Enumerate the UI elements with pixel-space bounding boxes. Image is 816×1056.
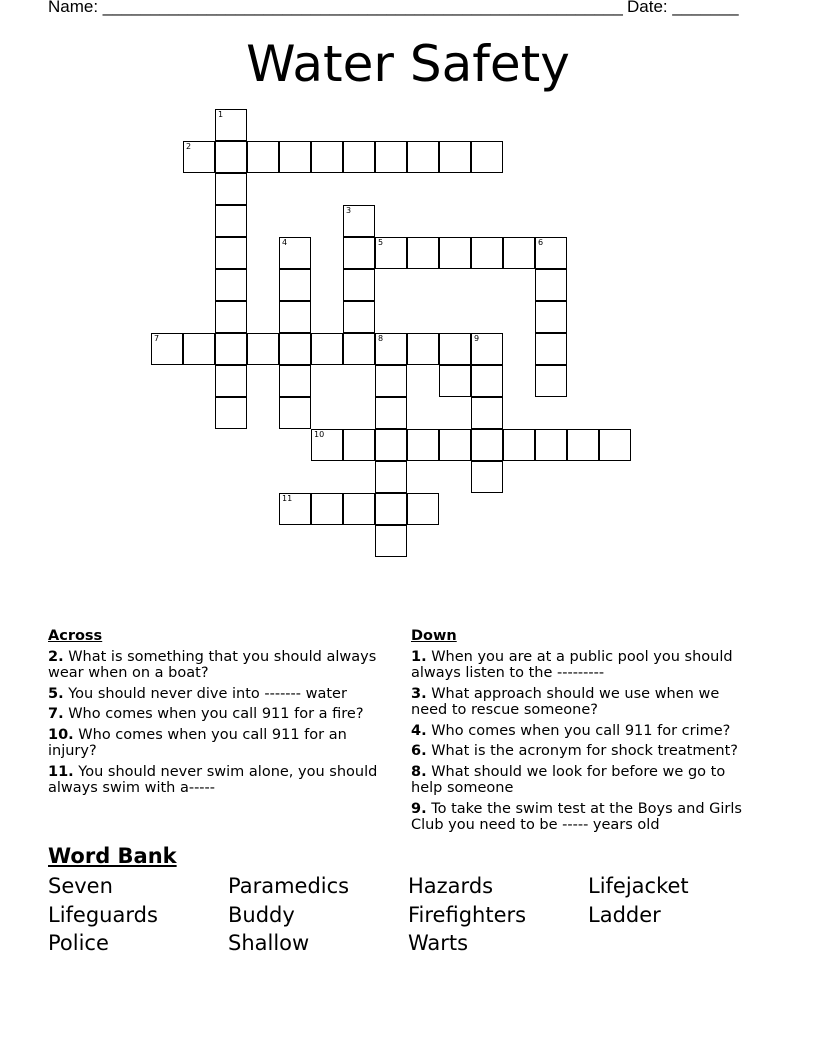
word-bank-word: Warts [408,931,469,955]
crossword-cell[interactable] [439,141,471,173]
word-bank-title: Word Bank [48,844,177,868]
down-clue [411,649,756,682]
clue-number: 11 [282,494,293,503]
date-field-label: Date: _______ [627,0,739,16]
clue-number: 10. [48,726,74,743]
word-bank-word: Seven [48,874,113,898]
word-bank-word: Lifeguards [48,903,158,927]
across-clue [48,764,393,797]
crossword-cell[interactable] [375,429,407,461]
word-bank-word: Firefighters [408,903,527,927]
crossword-cell[interactable] [215,109,247,141]
crossword-cell[interactable] [215,397,247,429]
across-heading: Across [48,628,103,644]
down-heading: Down [411,628,457,644]
crossword-cell[interactable] [183,333,215,365]
crossword-cell[interactable] [279,493,311,525]
clue-text: Who comes when you call 911 for crime? [426,722,731,739]
clue-number: 3 [346,206,352,215]
crossword-cell[interactable] [535,269,567,301]
crossword-cell[interactable] [215,205,247,237]
clue-text: What approach should we use when we need to rescue someone? [411,685,720,718]
crossword-cell[interactable] [535,333,567,365]
clue-text: You should never dive into ------- water [63,685,347,702]
crossword-cell[interactable] [375,525,407,557]
crossword-cell[interactable] [247,141,279,173]
down-clue [411,743,756,760]
crossword-cell[interactable] [471,461,503,493]
crossword-cell[interactable] [535,365,567,397]
crossword-cell[interactable] [407,333,439,365]
clue-text: What should we look for before we go to help someone [411,763,726,796]
clue-number: 10 [314,430,325,439]
word-bank-word: Ladder [588,903,661,927]
clue-number: 9. [411,800,427,817]
crossword-cell[interactable] [375,237,407,269]
across-clue [48,649,393,682]
clue-number: 11. [48,763,74,780]
clue-number: 7 [154,334,160,343]
crossword-cell[interactable] [215,141,247,173]
crossword-cell[interactable] [535,237,567,269]
crossword-cell[interactable] [503,237,535,269]
crossword-cell[interactable] [375,493,407,525]
crossword-cell[interactable] [375,461,407,493]
crossword-cell[interactable] [535,429,567,461]
clue-number: 4. [411,722,427,739]
crossword-cell[interactable] [279,301,311,333]
crossword-cell[interactable] [439,365,471,397]
clue-number: 2. [48,648,64,665]
clue-number: 5. [48,685,64,702]
crossword-cell[interactable] [343,237,375,269]
crossword-cell[interactable] [407,429,439,461]
crossword-cell[interactable] [343,429,375,461]
crossword-cell[interactable] [471,365,503,397]
crossword-cell[interactable] [567,429,599,461]
down-clue [411,801,756,834]
name-field-label: Name: _______________________________________________________ [48,0,623,16]
crossword-cell[interactable] [311,333,343,365]
crossword-cell[interactable] [471,397,503,429]
clue-text: You should never swim alone, you should always swim with a----- [48,763,378,796]
crossword-cell[interactable] [439,333,471,365]
crossword-cell[interactable] [151,333,183,365]
crossword-cell[interactable] [535,301,567,333]
down-clue [411,686,756,719]
down-clue [411,723,756,740]
clue-text: To take the swim test at the Boys and Girls Club you need to be ----- years old [411,800,742,833]
crossword-cell[interactable] [375,333,407,365]
clue-number: 2 [186,142,192,151]
crossword-cell[interactable] [215,301,247,333]
clue-number: 6. [411,743,427,759]
word-bank-word: Paramedics [228,874,350,898]
crossword-cell[interactable] [279,365,311,397]
across-clue [48,706,393,723]
crossword-cell[interactable] [471,141,503,173]
clue-number: 6 [538,238,544,247]
crossword-cell[interactable] [407,237,439,269]
clue-number: 9 [474,334,480,343]
clue-text: What is the acronym for shock treatment? [426,743,738,759]
crossword-cell[interactable] [279,141,311,173]
word-bank-word: Hazards [408,874,494,898]
clue-number: 8. [411,763,427,780]
crossword-cell[interactable] [279,397,311,429]
clue-number: 3. [411,685,427,702]
crossword-cell[interactable] [375,141,407,173]
word-bank-word: Buddy [228,903,295,927]
clue-text: Who comes when you call 911 for an injury? [48,726,347,759]
crossword-cell[interactable] [599,429,631,461]
crossword-cell[interactable] [311,141,343,173]
crossword-cell[interactable] [279,333,311,365]
clue-number: 1. [411,648,427,665]
crossword-cell[interactable] [215,365,247,397]
word-bank-word: Lifejacket [588,874,689,898]
clue-number: 1 [218,110,224,119]
across-clues [48,628,393,801]
crossword-cell[interactable] [407,493,439,525]
across-clue [48,686,393,703]
crossword-cell[interactable] [279,237,311,269]
clue-number: 7. [48,706,64,722]
word-bank-word: Shallow [228,931,310,955]
crossword-cell[interactable] [311,429,343,461]
crossword-cell[interactable] [247,333,279,365]
crossword-cell[interactable] [343,205,375,237]
crossword-cell[interactable] [343,493,375,525]
down-clue [411,764,756,797]
crossword-cell[interactable] [471,429,503,461]
crossword-cell[interactable] [439,237,471,269]
crossword-cell[interactable] [343,333,375,365]
clue-text: When you are at a public pool you should always listen to the --------- [411,648,733,681]
clue-number: 4 [282,238,288,247]
crossword-cell[interactable] [503,429,535,461]
down-clues [411,628,756,838]
crossword-cell[interactable] [215,237,247,269]
crossword-cell[interactable] [279,269,311,301]
crossword-cell[interactable] [343,301,375,333]
word-bank-word: Police [48,931,109,955]
clue-number: 5 [378,238,384,247]
crossword-cell[interactable] [183,141,215,173]
crossword-cell[interactable] [407,141,439,173]
crossword-cell[interactable] [215,333,247,365]
crossword-cell[interactable] [471,333,503,365]
crossword-cell[interactable] [375,365,407,397]
clue-text: Who comes when you call 911 for a fire? [63,706,364,722]
clue-text: What is something that you should always wear when on a boat? [48,648,377,681]
crossword-cell[interactable] [215,269,247,301]
clue-number: 8 [378,334,384,343]
crossword-cell[interactable] [311,493,343,525]
crossword-cell[interactable] [375,397,407,429]
crossword-cell[interactable] [343,269,375,301]
across-clue [48,727,393,760]
crossword-cell[interactable] [439,429,471,461]
page-title: Water Safety [246,35,570,93]
crossword-cell[interactable] [343,141,375,173]
crossword-cell[interactable] [215,173,247,205]
crossword-cell[interactable] [471,237,503,269]
